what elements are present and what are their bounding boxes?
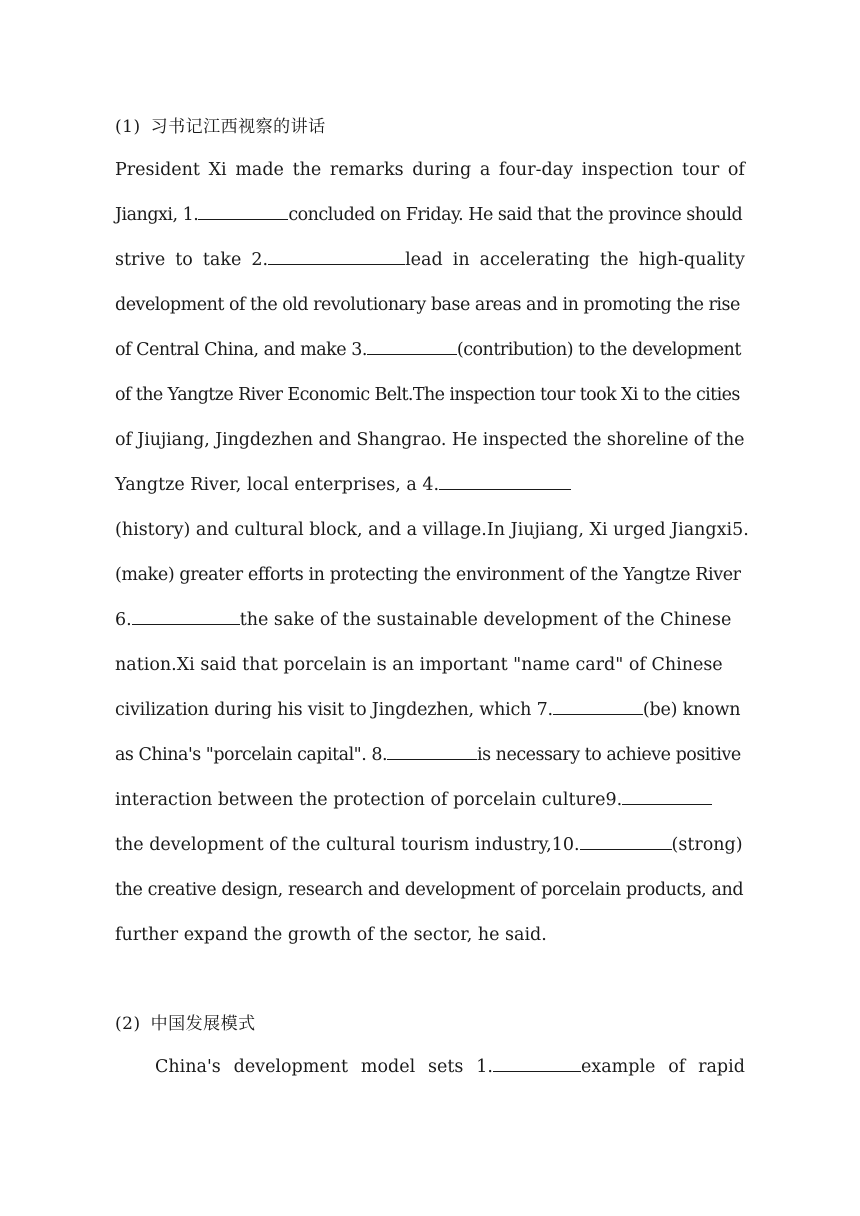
text-run: is necessary to achieve positive (477, 745, 741, 765)
blank-group-2 (251, 238, 442, 283)
word: the (599, 250, 629, 270)
word: tour (681, 160, 720, 180)
passage-1-line-6 (115, 373, 745, 418)
text-run: nation.Xi said that porcelain is an important "name card" of Chinese (115, 655, 723, 675)
passage-1-line-14 (115, 733, 745, 778)
answer-blank-9[interactable] (622, 790, 712, 805)
blank-number-5: 5. (732, 520, 749, 540)
section-1-title: 习书记江西视察的讲话 (150, 117, 326, 137)
word: of (668, 1057, 686, 1077)
answer-blank-6[interactable] (132, 610, 240, 625)
passage-1-line-4 (115, 283, 745, 328)
passage-1-line-2 (115, 193, 745, 238)
text-run: (history) and cultural block, and a village.In Jiujiang, Xi urged Jiangxi (115, 520, 733, 540)
word: development (233, 1057, 349, 1077)
word: four-day (498, 160, 574, 180)
passage-1-line-18 (115, 913, 745, 958)
text-run: further expand the growth of the sector, he said. (115, 925, 547, 945)
text-run: of Central China, and make 3. (115, 340, 367, 360)
blank-group-s2-1 (476, 1045, 655, 1090)
answer-blank-8[interactable] (387, 745, 477, 760)
answer-blank-3[interactable] (367, 340, 457, 355)
passage-1-line-3 (115, 238, 745, 283)
answer-blank-2[interactable] (268, 250, 405, 265)
blank-number: 6. (115, 610, 132, 630)
word: the (292, 160, 322, 180)
word: during (412, 160, 472, 180)
word: remarks (329, 160, 404, 180)
word: high-quality (638, 250, 745, 270)
section-2-heading (115, 1003, 745, 1045)
word: Xi (208, 160, 227, 180)
word: model (360, 1057, 416, 1077)
text-run: concluded on Friday. He said that the province should (288, 205, 743, 225)
text-run: of Jiujiang, Jingdezhen and Shangrao. He inspected the shoreline of the (115, 430, 745, 450)
answer-blank-s2-1[interactable] (493, 1057, 581, 1072)
section-gap (115, 958, 745, 1003)
passage-1-line-1 (115, 148, 745, 193)
word: President (115, 160, 200, 180)
text-run: development of the old revolutionary base areas and in promoting the rise (115, 295, 740, 315)
passage-2-line-1 (115, 1045, 745, 1090)
text-run: the development of the cultural tourism industry,10. (115, 835, 580, 855)
word: China's (155, 1057, 221, 1077)
text-run: interaction between the protection of porcelain culture9. (115, 790, 623, 810)
word: sets (428, 1057, 464, 1077)
word: accelerating (479, 250, 590, 270)
blank-number: 1. (476, 1057, 493, 1077)
word: lead (405, 250, 443, 270)
passage-1-line-8 (115, 463, 745, 508)
text-run: the sake of the sustainable development of the Chinese (239, 610, 732, 630)
text-run: (make) greater efforts in protecting the environment of the Yangtze River (115, 565, 741, 585)
answer-blank-7[interactable] (553, 700, 643, 715)
section-2-number: (2) (115, 1014, 141, 1034)
passage-1-line-11 (115, 598, 745, 643)
section-2-title: 中国发展模式 (150, 1014, 256, 1034)
blank-number: 2. (251, 250, 269, 270)
text-run: Yangtze River, local enterprises, a 4. (115, 475, 440, 495)
word: strive (115, 250, 166, 270)
text-run: of the Yangtze River Economic Belt.The inspection tour took Xi to the cities (115, 385, 740, 405)
passage-1-line-12 (115, 643, 745, 688)
answer-blank-4[interactable] (439, 475, 571, 490)
word: made (235, 160, 284, 180)
section-1-heading (115, 106, 745, 148)
word: rapid (698, 1057, 745, 1077)
text-run: Jiangxi, 1. (115, 205, 199, 225)
word: of (727, 160, 745, 180)
document-page (115, 106, 749, 1090)
text-run: (be) known (642, 700, 741, 720)
word: inspection (581, 160, 674, 180)
text-run: (contribution) to the development (456, 340, 741, 360)
answer-blank-10[interactable] (580, 835, 672, 850)
passage-1-line-7 (115, 418, 745, 463)
text-run: as China's "porcelain capital". 8. (115, 745, 388, 765)
word: a (479, 160, 491, 180)
word: example (580, 1057, 656, 1077)
passage-1-line-10 (115, 553, 745, 598)
passage-1-line-13 (115, 688, 745, 733)
text-run: (strong) (671, 835, 743, 855)
passage-1-line-15 (115, 778, 745, 823)
passage-1-line-16 (115, 823, 745, 868)
answer-blank-1[interactable] (198, 205, 288, 220)
passage-1-line-5 (115, 328, 745, 373)
text-run: civilization during his visit to Jingdezhen, which 7. (115, 700, 553, 720)
word: to (175, 250, 193, 270)
word: take (202, 250, 242, 270)
passage-1-line-17 (115, 868, 745, 913)
text-run: the creative design, research and development of porcelain products, and (115, 880, 744, 900)
word: in (452, 250, 470, 270)
passage-1-line-9 (115, 508, 749, 553)
section-1-number: (1) (115, 117, 141, 137)
